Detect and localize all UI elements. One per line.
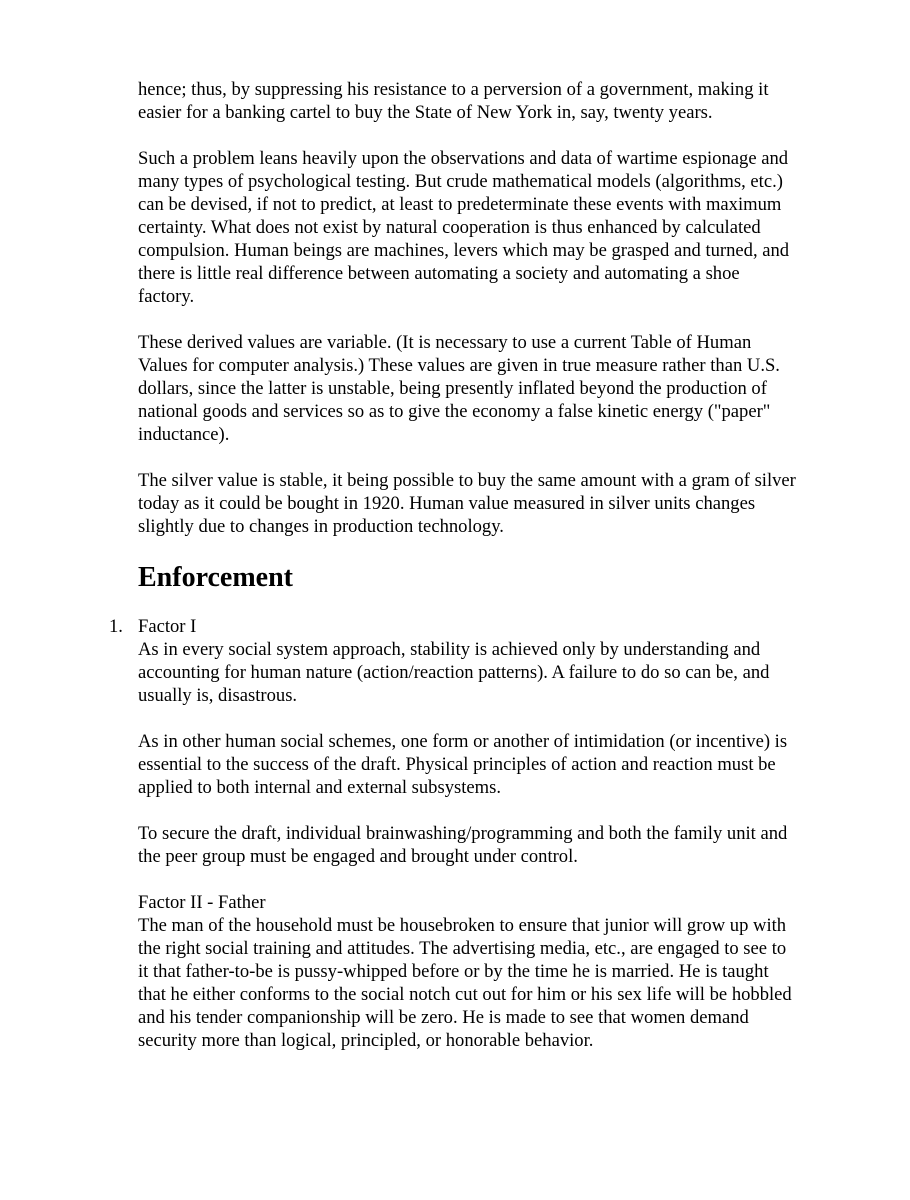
document-page [109,78,798,1075]
paragraph-intro-1: hence; thus, by suppressing his resistance to a perversion of a government, making it easier for a banking cartel to buy the State of New York in, say, twenty years. [138,79,769,123]
list-item-paragraph-3: To secure the draft, individual brainwashing/programming and both the family unit and the peer group must be engaged and brought under control. [138,823,788,867]
list-item-subtitle: Factor II - Father [138,892,266,913]
paragraph-intro-3: These derived values are variable. (It is necessary to use a current Table of Human Values for computer analysis.) These values are given in true measure rather than U.S. dollars, since the latter is unstable, being presently inflated beyond the production of national goods and services so as to give the economy a false kinetic energy ("paper" inductance). [138,332,780,445]
list-item-paragraph-2: As in other human social schemes, one form or another of intimidation (or incentive) is essential to the success of the draft. Physical principles of action and reaction must be applied to both internal and external subsystems. [138,731,788,798]
list-item-number: 1. [109,616,123,637]
paragraph-intro-4: The silver value is stable, it being possible to buy the same amount with a gram of silver today as it could be bought in 1920. Human value measured in silver units changes slightly due to changes in production technology. [138,470,796,537]
list-item-sub-paragraph: The man of the household must be housebroken to ensure that junior will grow up with the right social training and attitudes. The advertising media, etc., are engaged to see to it that father-to-be is pussy-whipped before or by the time he is married. He is taught that he either conforms to the social notch cut out for him or his sex life will be hobbled and his tender companionship will be zero. He is made to see that women demand security more than logical, principled, or honorable behavior. [138,915,792,1051]
list-item-paragraph-1: As in every social system approach, stability is achieved only by understanding and accounting for human nature (action/reaction patterns). A failure to do so can be, and usually is, disastrous. [138,639,770,706]
list-item-title: Factor I [138,616,197,637]
section-heading: Enforcement [138,562,293,593]
numbered-list [109,615,798,1052]
paragraph-intro-2: Such a problem leans heavily upon the observations and data of wartime espionage and many types of psychological testing. But crude mathematical models (algorithms, etc.) can be devised, if not to predict, at least to predeterminate these events with maximum certainty. What does not exist by natural cooperation is thus enhanced by calculated compulsion. Human beings are machines, levers which may be grasped and turned, and there is little real difference between automating a society and automating a shoe factory. [138,148,790,307]
